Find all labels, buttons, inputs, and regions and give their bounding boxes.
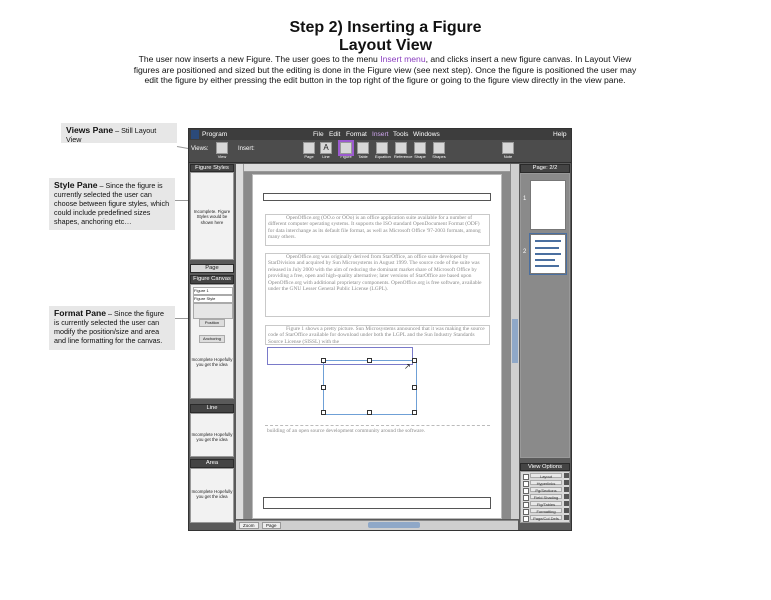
shapes-icon (433, 142, 445, 154)
format-pane-callout: Format Pane – Since the figure is currently selected the user can modify the position/size and area and line formatting for the canvas. (49, 306, 175, 350)
horizontal-ruler (244, 164, 510, 172)
text-wrap-line (265, 425, 490, 426)
insert-shapes-button[interactable]: Shapes (432, 142, 446, 159)
footer-frame (263, 497, 491, 509)
figure-icon (340, 142, 352, 154)
resize-handle-n[interactable] (367, 358, 372, 363)
figure-styles-header: Figure Styles (190, 164, 234, 172)
document-page (252, 174, 502, 519)
menu-tools[interactable]: Tools (393, 131, 409, 138)
page-tab[interactable]: Page (190, 264, 234, 273)
insert-menu-link: Insert menu (380, 54, 426, 64)
anchoring-button[interactable]: Anchoring (199, 335, 225, 343)
insert-equation-button[interactable]: Equation (375, 142, 389, 159)
equation-icon (376, 142, 388, 154)
layout-view-button[interactable]: View (215, 142, 229, 159)
paragraph-4[interactable]: building of an open source development community around the software. (267, 428, 426, 434)
vertical-scrollbar[interactable] (510, 164, 519, 519)
resize-handle-e[interactable] (412, 385, 417, 390)
view-option-formatting[interactable]: Formatting (523, 508, 569, 514)
paragraph-3[interactable]: Figure 1 shows a pretty picture. Sun Microsystems announced that it was making the source code of StarOffice available for download under both the LGPL and the Sun Industry Standards Source License (SISSL) with the (265, 325, 490, 345)
thumb-number-2: 2 (523, 249, 527, 255)
page-subtitle: Layout View (338, 37, 433, 54)
position-options (193, 327, 231, 333)
position-size-grid[interactable] (193, 303, 233, 319)
figure-name-field[interactable]: Figure 1 (193, 287, 233, 295)
figure-canvas-placeholder: Incomplete Hopefully you get the idea (191, 357, 233, 368)
menu-bar (189, 129, 571, 140)
horizontal-scrollbar[interactable] (236, 520, 518, 530)
page-indicator: Page: 2/2 (520, 164, 570, 173)
insert-line-button[interactable]: A Line (319, 142, 333, 159)
page-title: Step 2) Inserting a Figure (289, 19, 482, 36)
views-label: Views: (191, 146, 209, 152)
position-button[interactable]: Position (199, 319, 225, 327)
app-logo-icon (191, 130, 199, 139)
view-option-hyperlinks[interactable]: Hyperlinks (523, 480, 569, 486)
edit-figure-cursor-icon[interactable]: ↗ (404, 362, 411, 371)
resize-handle-se[interactable] (412, 410, 417, 415)
vertical-scroll-thumb[interactable] (512, 319, 518, 363)
line-pane (190, 413, 234, 457)
help-menu[interactable]: Help (553, 131, 567, 138)
area-pane (190, 468, 234, 523)
header-frame (263, 193, 491, 201)
menu-format[interactable]: Format (346, 131, 367, 138)
vertical-ruler (236, 164, 244, 519)
insert-label: Insert: (238, 146, 255, 152)
insert-note-button[interactable]: Note (501, 142, 515, 159)
shape-icon (414, 142, 426, 154)
view-option-pg-sections[interactable]: Pg/Sections (523, 487, 569, 493)
menu-insert[interactable]: Insert (372, 131, 389, 138)
resize-handle-ne[interactable] (412, 358, 417, 363)
menu-windows[interactable]: Windows (413, 131, 440, 138)
toolbar (189, 140, 571, 163)
area-pane-header: Area (190, 459, 234, 468)
page-nav-button[interactable]: Page (262, 522, 281, 529)
line-pane-header: Line (190, 404, 234, 413)
views-pane-callout: Views Pane – Still Layout View (61, 123, 177, 143)
view-options-pane (520, 471, 570, 523)
area-pane-placeholder: Incomplete Hopefully you get the idea (191, 489, 233, 500)
figure-style-field[interactable]: Figure Style (193, 295, 233, 303)
page-icon (303, 142, 315, 154)
page-thumbnails-pane (520, 173, 570, 458)
document-area (244, 164, 510, 519)
line-pane-placeholder: Incomplete Hopefully you get the idea (191, 432, 233, 443)
program-menu[interactable]: Program (202, 131, 228, 138)
paragraph-1[interactable]: OpenOffice.org (OO.o or OOo) is an office application suite available for a number of different computer operating systems. It supports the ISO standard OpenDocument Format (ODF) for data interchange as its default file format, as well as Microsoft Office '97-2003 formats, among many others. (265, 214, 490, 246)
figure-canvas[interactable] (323, 360, 417, 415)
line-icon: A (320, 142, 332, 154)
figure-canvas-pane (190, 284, 234, 399)
resize-handle-w[interactable] (321, 385, 326, 390)
page-thumbnail-1[interactable] (530, 180, 566, 230)
resize-handle-nw[interactable] (321, 358, 326, 363)
figure-styles-pane (190, 172, 234, 260)
table-icon (357, 142, 369, 154)
paragraph-2[interactable]: OpenOffice.org was originally derived from StarOffice, an office suite developed by StarDivision and acquired by Sun Microsystems in August 1999. The source code of the suite was released in July 2000 with the aim of reducing the dominant market share of Microsoft Office by providing a free, open and high-quality alternative; later versions of StarOffice are based upon OpenOffice.org with additional proprietary components. OpenOffice.org is free software, available under the GNU Lesser General Public License (LGPL). (265, 253, 490, 317)
view-option-layout[interactable]: Layout (523, 473, 569, 479)
resize-handle-sw[interactable] (321, 410, 326, 415)
insert-figure-button[interactable]: Figure (339, 142, 353, 159)
figure-canvas-header: Figure Canvas (190, 275, 234, 284)
page-thumbnail-2[interactable] (530, 234, 566, 274)
style-pane-callout: Style Pane – Since the figure is currently selected the user can choose between figure styles, which could include predefined sizes shapes, anchoring etc… (49, 178, 175, 230)
menu-file[interactable]: File (313, 131, 324, 138)
note-icon (502, 142, 514, 154)
insert-shape-button[interactable]: Shape (413, 142, 427, 159)
app-window (188, 128, 572, 531)
view-option-fig-tables[interactable]: Fig/Tables (523, 501, 569, 507)
insert-reference-button[interactable]: Reference (394, 142, 408, 159)
figure-styles-placeholder: Incomplete. Figure Styles would be shown here (193, 209, 231, 225)
view-option-field-shading[interactable]: Field Shading (523, 494, 569, 500)
insert-table-button[interactable]: Table (356, 142, 370, 159)
zoom-button[interactable]: Zoom (239, 522, 259, 529)
reference-icon (395, 142, 407, 154)
intro-text: The user now inserts a new Figure. The user goes to the menu Insert menu, and clicks insert a new figure canvas. In Layout View figures are positioned and sized but the editing is done in the Figure view (see next step). Once the figure is positioned the user may edit the figure by either pressing the edit button in the top right of the figure or going to the figure view directly in the view pane. (133, 54, 637, 85)
thumb-number-1: 1 (523, 196, 527, 202)
insert-page-button[interactable]: Page (302, 142, 316, 159)
horizontal-scroll-thumb[interactable] (368, 522, 420, 528)
resize-handle-s[interactable] (367, 410, 372, 415)
view-option-page-col-defs[interactable]: Page/Col Defs (523, 515, 569, 521)
view-options-header: View Options (520, 463, 570, 471)
layout-view-icon (216, 142, 228, 154)
menu-edit[interactable]: Edit (329, 131, 341, 138)
